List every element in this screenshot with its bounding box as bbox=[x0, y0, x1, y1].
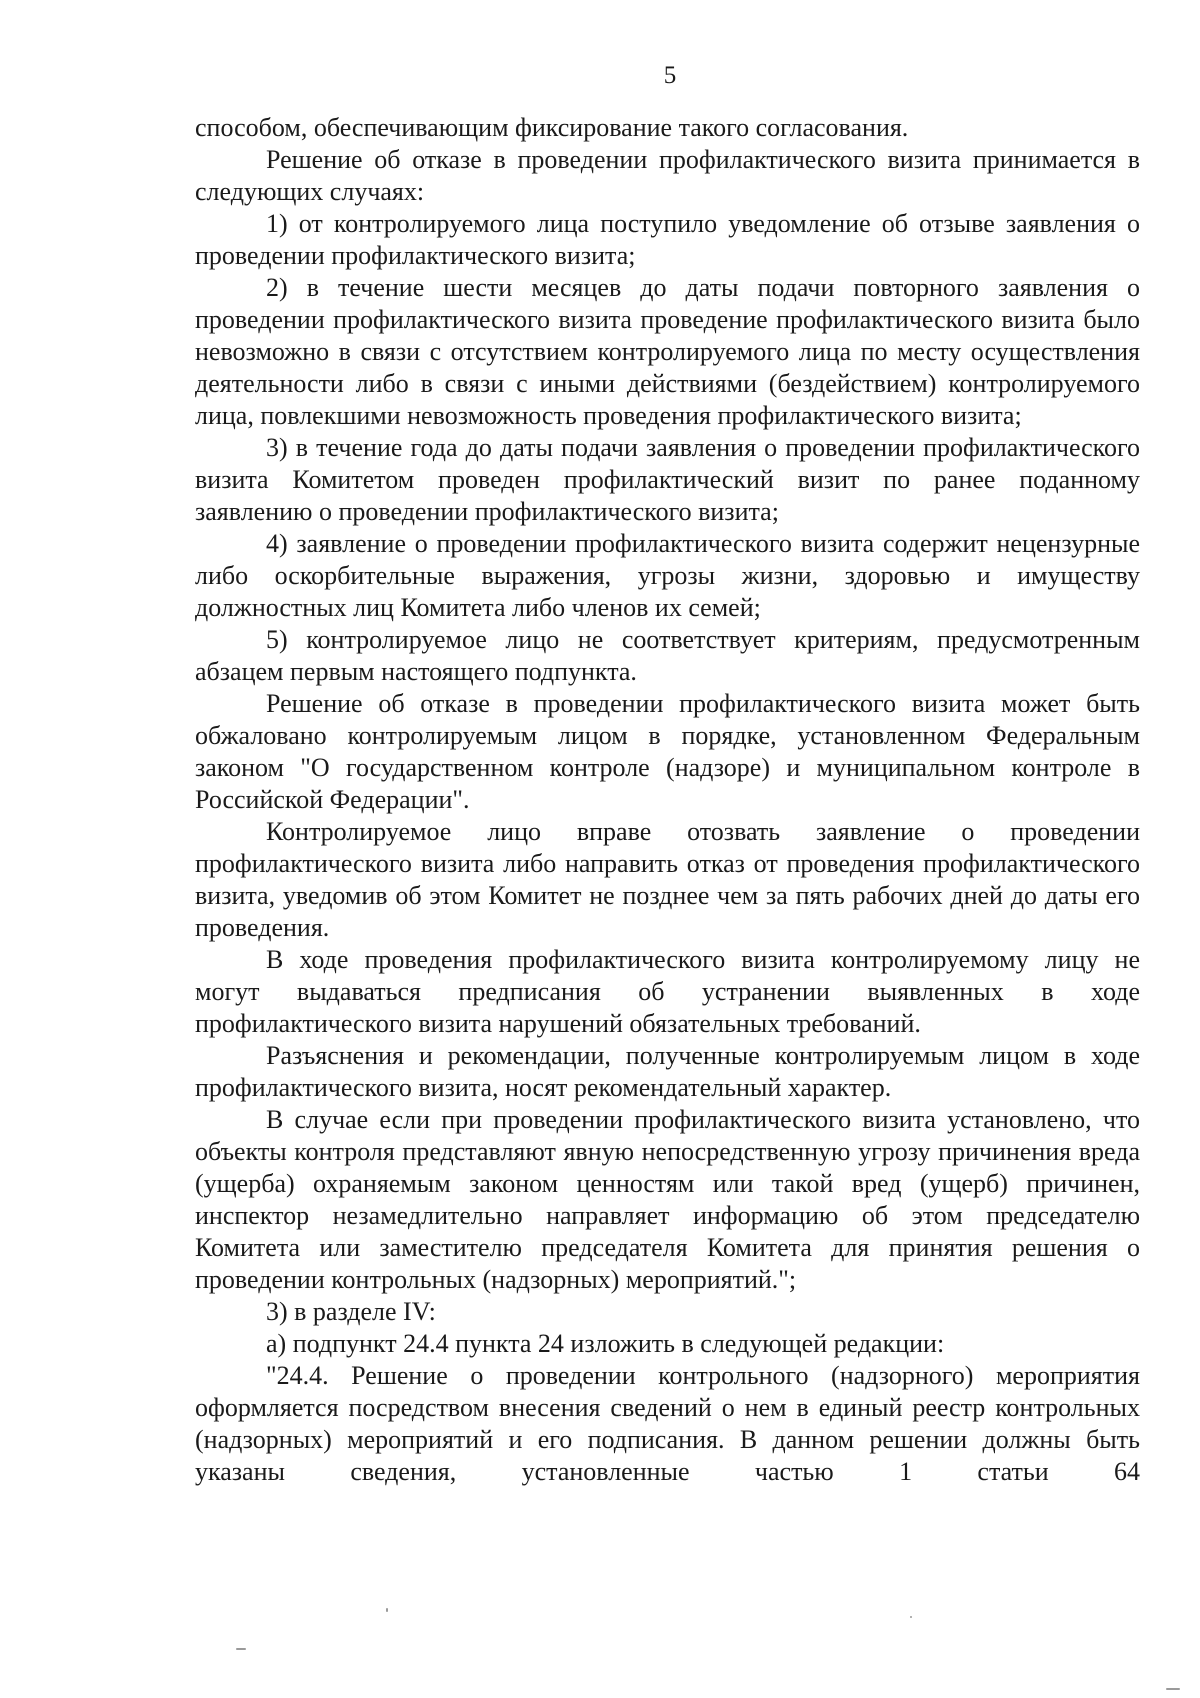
paragraph: В ходе проведения профилактического визита контролируемому лицу не могут выдаваться предписания об устранении выявленных в ходе профилактического визита нарушений обязательных требований. bbox=[195, 945, 1140, 1038]
scan-speck bbox=[910, 1616, 912, 1618]
scan-speck bbox=[1166, 1688, 1180, 1690]
paragraph: способом, обеспечивающим фиксирование такого согласования. bbox=[195, 113, 909, 142]
list-item: 3) в течение года до даты подачи заявления о проведении профилактического визита Комитетом проведен профилактический визит по ранее поданному заявлению о проведении профилактического визита; bbox=[195, 433, 1140, 526]
list-item: 5) контролируемое лицо не соответствует критериям, предусмотренным абзацем первым настоящего подпункта. bbox=[195, 625, 1140, 686]
paragraph: Разъяснения и рекомендации, полученные контролируемым лицом в ходе профилактического визита, носят рекомендательный характер. bbox=[195, 1041, 1140, 1102]
paragraph: Решение об отказе в проведении профилактического визита принимается в следующих случаях: bbox=[195, 145, 1140, 206]
paragraph: Решение об отказе в проведении профилактического визита может быть обжаловано контролируемым лицом в порядке, установленном Федеральным законом "О государственном контроле (надзоре) и муниципальном контроле в Российской Федерации". bbox=[195, 689, 1140, 814]
paragraph: 3) в разделе IV: bbox=[266, 1297, 436, 1326]
list-item: 2) в течение шести месяцев до даты подачи повторного заявления о проведении профилактического визита проведение профилактического визита было невозможно в связи с отсутствием контролируемого лица по месту осуществления деятельности либо в связи с иными действиями (бездействием) контролируемого лица, повлекшими невозможность проведения профилактического визита; bbox=[195, 273, 1140, 430]
scan-speck bbox=[236, 1648, 246, 1650]
document-body bbox=[195, 112, 1140, 1488]
paragraph: Контролируемое лицо вправе отозвать заявление о проведении профилактического визита либо направить отказ от проведения профилактического визита, уведомив об этом Комитет не позднее чем за пять рабочих дней до даты его проведения. bbox=[195, 817, 1140, 942]
list-item: 1) от контролируемого лица поступило уведомление об отзыве заявления о проведении профилактического визита; bbox=[195, 209, 1140, 270]
paragraph: В случае если при проведении профилактического визита установлено, что объекты контроля представляют явную непосредственную угрозу причинения вреда (ущерба) охраняемым законом ценностям или такой вред (ущерб) причинен, инспектор незамедлительно направляет информацию об этом председателю Комитета или заместителю председателя Комитета для принятия решения о проведении контрольных (надзорных) мероприятий."; bbox=[195, 1105, 1140, 1294]
paragraph: "24.4. Решение о проведении контрольного (надзорного) мероприятия оформляется посредством внесения сведений о нем в единый реестр контрольных (надзорных) мероприятий и его подписания. В данном решении должны быть указаны сведения, установленные частью 1 статьи 64 bbox=[195, 1361, 1140, 1486]
page-number: 5 bbox=[663, 62, 677, 89]
scan-speck bbox=[386, 1608, 388, 1612]
list-item: 4) заявление о проведении профилактического визита содержит нецензурные либо оскорбительные выражения, угрозы жизни, здоровью и имуществу должностных лиц Комитета либо членов их семей; bbox=[195, 529, 1140, 622]
paragraph: а) подпункт 24.4 пункта 24 изложить в следующей редакции: bbox=[266, 1329, 945, 1358]
